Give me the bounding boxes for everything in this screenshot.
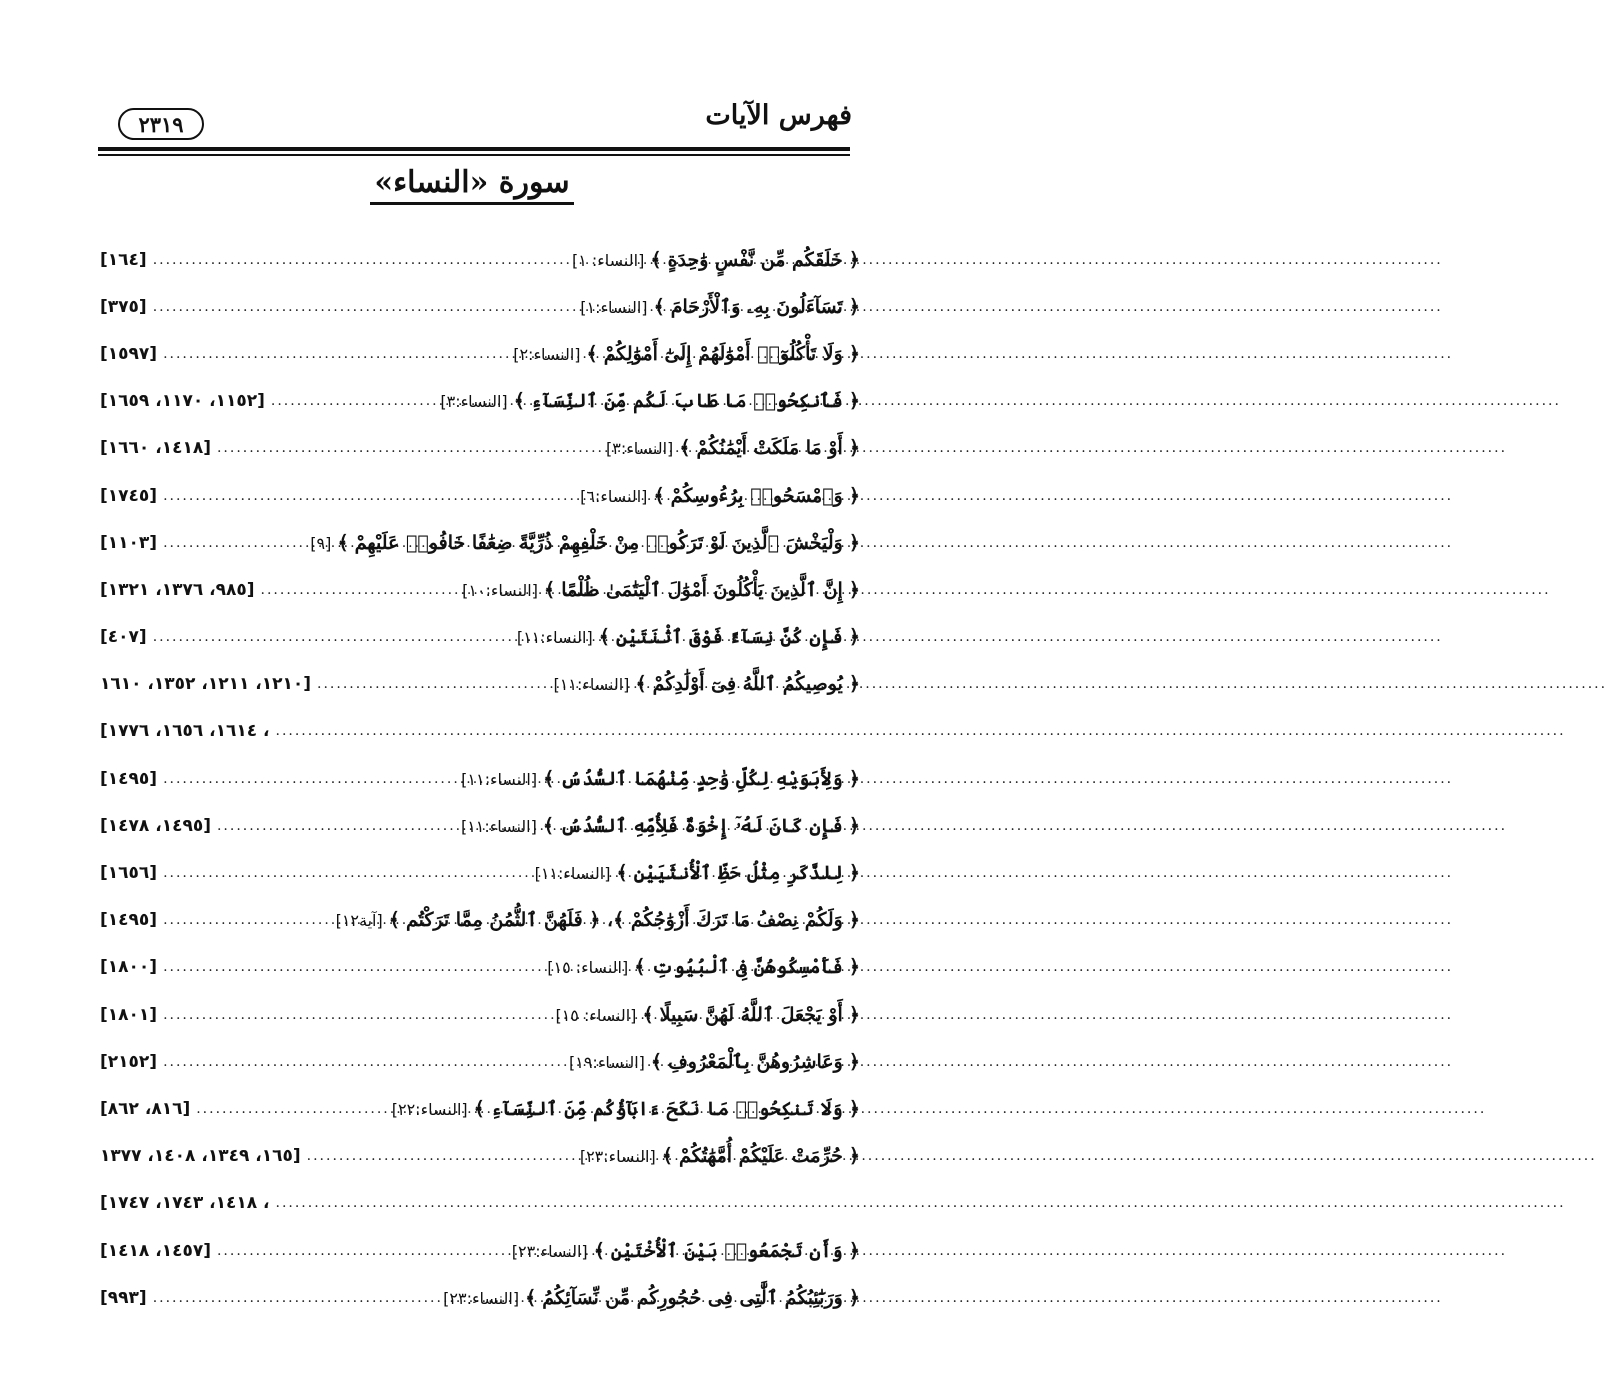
entry-citation: [النساء: ١] (571, 250, 645, 270)
dot-leader (163, 865, 529, 881)
quran-open-bracket: ﴿ (848, 1145, 860, 1168)
quran-close-bracket: ﴾ (543, 767, 555, 790)
entry-citation: [النساء:٢] (513, 344, 581, 364)
entry-hadith-refs: [٩٩٣] (100, 1287, 147, 1308)
quran-close-bracket: ﴾ (388, 909, 400, 932)
entry-citation: [النساء:١٠] (462, 580, 538, 600)
entry-citation: [النساء:١١] (516, 628, 593, 648)
surah-title: سورة «النساء» (370, 165, 573, 205)
dot-leader (163, 912, 330, 928)
entry-hadith-refs: [١٦٤] (100, 249, 147, 270)
quran-open-bracket: ﴿ (848, 342, 860, 365)
entry-verse-text: فَإِن كَانَ لَهُۥٓ إِخْوَةٌ فَلِأُمِّهِ ٱلسُّدُسُ (560, 814, 843, 837)
index-entry (100, 472, 860, 519)
entry-verse (512, 1240, 860, 1262)
entry-hadith-refs: [١٨٠٠] (100, 957, 158, 978)
quran-close-bracket: ﴾ (634, 956, 646, 979)
entry-verse (606, 437, 860, 459)
quran-open-bracket: ﴿ (848, 1003, 860, 1026)
entry-hadith-refs: [٢١٥٢] (100, 1051, 158, 1072)
index-entry (100, 566, 860, 613)
page-number-badge (118, 108, 204, 140)
quran-open-bracket: ﴿ (848, 1286, 860, 1309)
entry-hadith-refs: [١٧٤٥] (100, 485, 158, 506)
entry-hadith-refs: [١٦٥، ١٣٤٩، ١٤٠٨، ١٣٧٧ (100, 1146, 301, 1167)
index-entry (100, 897, 860, 944)
dot-leader (271, 393, 434, 409)
entry-citation: [النساء:٦] (580, 486, 648, 506)
quran-close-bracket: ﴾ (661, 1145, 673, 1168)
entry-verse (517, 626, 860, 648)
quran-close-bracket: ﴾ (642, 1003, 654, 1026)
entry-hadith-refs: [١٥٩٧] (100, 343, 158, 364)
entry-hadith-refs: [٩٨٥، ١٣٧٦، ١٣٢١] (100, 579, 255, 600)
quran-close-bracket: ﴾ (544, 578, 556, 601)
dot-leader (276, 723, 861, 739)
entry-citation: [النساء:١] (580, 297, 648, 317)
entry-verse-text: حُرِّمَتْ عَلَيْكُمْ أُمَّهَٰتُكُمْ (678, 1145, 843, 1168)
quran-open-bracket: ﴿ (848, 1097, 860, 1120)
entry-hadith-refs: [١٦٥٦] (100, 863, 158, 884)
dot-leader (153, 299, 575, 315)
quran-close-bracket: ﴾ (679, 437, 691, 460)
entry-verse-text: أَوْ مَا مَلَكَتْ أَيْمَٰنُكُمْ (696, 437, 843, 460)
dot-leader (163, 959, 541, 975)
entry-hadith-refs: ، ١٤١٨، ١٧٤٣، ١٧٤٧] (100, 1193, 270, 1214)
entry-citation: [النساء:٢٢] (391, 1099, 468, 1119)
quran-close-bracket: ﴾ (653, 295, 665, 318)
quran-close-bracket: ﴾ (650, 1050, 663, 1073)
index-entry (100, 755, 860, 802)
index-entry (100, 849, 860, 896)
quran-close-bracket: ﴾ (593, 1239, 605, 1262)
entry-citation: [النساء:١١] (461, 769, 538, 789)
quran-open-bracket: ﴿ (848, 814, 860, 837)
index-entry (100, 991, 860, 1038)
entry-hadith-refs: [١١٠٣] (100, 532, 158, 553)
entry-citation: [النساء:١١] (460, 816, 537, 836)
entry-hadith-refs: [١٤٥٧، ١٤١٨] (100, 1240, 211, 1261)
entry-citation: [النساء: ١٥] (547, 958, 629, 978)
dot-leader (153, 252, 566, 268)
entry-citation: [النساء:٢٣] (443, 1288, 520, 1308)
index-entry (100, 1133, 860, 1180)
dot-leader (217, 440, 600, 456)
quran-close-bracket: ﴾ (542, 814, 555, 837)
dot-leader (153, 629, 511, 645)
dot-leader (276, 1195, 861, 1211)
index-entry (100, 283, 860, 330)
running-header-title: فهرس الآيات (705, 100, 852, 131)
index-entry (100, 1038, 860, 1085)
quran-close-bracket: ﴾ (586, 342, 598, 365)
quran-close-bracket: ﴾ (513, 390, 525, 413)
dot-leader (217, 818, 455, 834)
entry-verse (569, 1051, 860, 1073)
entry-verse (513, 343, 860, 365)
index-entry (100, 1085, 860, 1132)
quran-open-bracket: ﴿ (848, 1239, 860, 1262)
entry-citation: [النساء:٣] (605, 439, 674, 459)
entry-hadith-refs: [١٤٩٥، ١٤٧٨] (100, 815, 211, 836)
entry-hadith-refs: [١٢١٠، ١٢١١، ١٣٥٢، ١٦١٠ (100, 674, 312, 695)
quran-close-bracket: ﴾ (650, 248, 662, 271)
entry-citation: [النساء:١١] (553, 675, 630, 695)
quran-open-bracket: ﴿ (848, 1050, 860, 1073)
entry-verse (580, 1145, 860, 1167)
surah-heading (0, 165, 944, 205)
index-entry (100, 425, 860, 472)
dot-leader (217, 1243, 506, 1259)
index-entry (100, 378, 860, 425)
entry-verse (440, 390, 860, 412)
entry-hadith-refs: ، ١٦١٤، ١٦٥٦، ١٧٧٦] (100, 721, 270, 742)
entry-verse-text: لِلذَّكَرِ مِثْلُ حَظِّ ٱلْأُنثَيَيْنِ (633, 862, 843, 885)
entry-verse (392, 1098, 860, 1120)
entry-verse-text: يُوصِيكُمُ ٱللَّهُ فِىٓ أَوْلَٰدِكُمْ (652, 673, 843, 696)
quran-open-bracket: ﴿ (848, 862, 860, 885)
index-entry (100, 236, 860, 283)
entry-citation: [النساء:٣] (440, 392, 508, 412)
entry-verse-text: فَإِن كُنَّ نِسَآءً فَوْقَ ٱثْنَتَيْنِ (615, 626, 843, 649)
quran-close-bracket: ﴾ (616, 862, 628, 885)
entry-citation: [آية١٢] (335, 911, 383, 931)
index-entry-continuation (100, 1180, 860, 1227)
entry-verse (547, 956, 860, 978)
quran-close-bracket: ﴾ (473, 1097, 485, 1120)
quran-open-bracket: ﴿ (848, 956, 860, 979)
entry-verse (310, 532, 860, 554)
header-rule-thin (98, 154, 850, 156)
entry-hadith-refs: [٨١٦، ٨٦٢] (100, 1098, 191, 1119)
index-entry (100, 330, 860, 377)
entry-citation: [٩] (310, 533, 332, 553)
entry-verse-text: فَٱنكِحُوا۟ مَا طَابَ لَكُم مِّنَ ٱلنِّسَآءِ (530, 390, 843, 413)
quran-close-bracket: ﴾ (598, 626, 610, 649)
dot-leader (196, 1101, 386, 1117)
entry-hadith-refs: [١١٥٢، ١١٧٠، ١٦٥٩] (100, 391, 265, 412)
entry-verse-text: فَأَمْسِكُوهُنَّ فِى ٱلْبُيُوتِ (651, 956, 843, 979)
entry-verse-text: وَلِأَبَوَيْهِ لِكُلِّ وَٰحِدٍ مِّنْهُمَا ٱلسُّدُسُ (560, 767, 843, 790)
quran-open-bracket: ﴿ (848, 626, 860, 649)
entry-verse-text: إِنَّ ٱلَّذِينَ يَأْكُلُونَ أَمْوَٰلَ ٱلْيَتَٰمَىٰ ظُلْمًا (561, 578, 843, 601)
quran-open-bracket: ﴿ (848, 248, 860, 271)
index-entry (100, 614, 860, 661)
quran-close-bracket: ﴾ (635, 673, 647, 696)
dot-leader (163, 1007, 549, 1023)
entry-hadith-refs: [١٤٩٥] (100, 910, 158, 931)
entry-verse-text: أَوْ يَجْعَلَ ٱللَّهُ لَهُنَّ سَبِيلًا (659, 1003, 843, 1026)
entry-verse-text: وَرَبَٰٓئِبُكُمُ ٱلَّٰتِى فِى حُجُورِكُم مِّن نِّسَآئِكُمُ (542, 1286, 843, 1309)
verse-index-list (100, 236, 860, 1321)
entry-verse-text: وَلَكُمْ نِصْفُ مَا تَرَكَ أَزْوَٰجُكُمْ ﴾، ﴿ فَلَهُنَّ ٱلثُّمُنُ مِمَّا تَرَكْتُم (405, 909, 843, 932)
entry-verse (580, 485, 860, 507)
entry-verse (535, 862, 860, 884)
entry-citation: [النساء:٢٣] (511, 1241, 588, 1261)
index-entry (100, 944, 860, 991)
page-number: ٢٣١٩ (138, 111, 184, 137)
quran-open-bracket: ﴿ (848, 484, 860, 507)
entry-verse (461, 768, 860, 790)
quran-open-bracket: ﴿ (848, 673, 860, 696)
entry-verse-text: تَسَآءَلُونَ بِهِۦ وَٱلْأَرْحَامَ (670, 295, 843, 318)
quran-close-bracket: ﴾ (525, 1286, 537, 1309)
index-entry (100, 519, 860, 566)
dot-leader (163, 771, 455, 787)
entry-verse-text: خَلَقَكُم مِّن نَّفْسٍ وَٰحِدَةٍ (667, 248, 843, 271)
quran-open-bracket: ﴿ (848, 531, 860, 554)
index-entry (100, 802, 860, 849)
entry-hadith-refs: [١٨٠١] (100, 1004, 158, 1025)
entry-verse-text: وَلَا تَأْكُلُوٓا۟ أَمْوَٰلَهُمْ إِلَىٰٓ أَمْوَٰلِكُمْ (603, 342, 843, 365)
quran-open-bracket: ﴿ (848, 767, 860, 790)
dot-leader (261, 582, 457, 598)
entry-verse (336, 909, 860, 931)
entry-citation: [النساء:١١] (534, 864, 611, 884)
entry-verse-text: وَلَا تَنكِحُوا۟ مَا نَكَحَ ءَابَآؤُكُم مِّنَ ٱلنِّسَآءِ (490, 1097, 843, 1120)
entry-hadith-refs: [٣٧٥] (100, 296, 147, 317)
quran-open-bracket: ﴿ (848, 295, 860, 318)
entry-verse-text: وَعَاشِرُوهُنَّ بِٱلْمَعْرُوفِ (668, 1050, 843, 1073)
dot-leader (153, 1290, 437, 1306)
entry-verse-text: وَأَن تَجْمَعُوا۟ بَيْنَ ٱلْأُخْتَيْنِ (610, 1239, 843, 1262)
entry-citation: [النساء:٢٣] (579, 1147, 656, 1167)
index-entry-continuation (100, 708, 860, 755)
index-entry (100, 661, 860, 708)
quran-open-bracket: ﴿ (848, 437, 860, 460)
quran-open-bracket: ﴿ (848, 390, 860, 413)
index-entry (100, 1274, 860, 1321)
index-entry (100, 1227, 860, 1274)
entry-verse (555, 1004, 860, 1026)
entry-hadith-refs: [١٤٩٥] (100, 768, 158, 789)
entry-hadith-refs: [١٤١٨، ١٦٦٠] (100, 438, 211, 459)
dot-leader (163, 346, 507, 362)
entry-citation: [النساء: ١٥] (555, 1005, 637, 1025)
entry-verse (461, 815, 860, 837)
entry-verse-text: وَٱمْسَحُوا۟ بِرُءُوسِكُمْ (670, 484, 843, 507)
dot-leader (163, 535, 304, 551)
quran-close-bracket: ﴾ (337, 531, 349, 554)
entry-citation: [النساء:١٩] (568, 1052, 645, 1072)
quran-open-bracket: ﴿ (848, 578, 860, 601)
entry-verse (554, 673, 861, 695)
dot-leader (317, 676, 547, 692)
header-rule-thick (98, 147, 850, 151)
entry-verse (580, 296, 860, 318)
quran-close-bracket: ﴾ (653, 484, 665, 507)
entry-verse (462, 579, 860, 601)
entry-hadith-refs: [٤٠٧] (100, 627, 147, 648)
dot-leader (163, 1054, 563, 1070)
dot-leader (307, 1148, 574, 1164)
entry-verse (572, 249, 860, 271)
dot-leader (163, 488, 574, 504)
entry-verse-text: وَلْيَخْشَ ٱلَّذِينَ لَوْ تَرَكُوا۟ مِنْ خَلْفِهِمْ ذُرِّيَّةً ضِعَٰفًا خَافُوا۟ عَلَيْهِمْ (354, 531, 843, 554)
quran-open-bracket: ﴿ (848, 909, 860, 932)
entry-verse (443, 1287, 860, 1309)
